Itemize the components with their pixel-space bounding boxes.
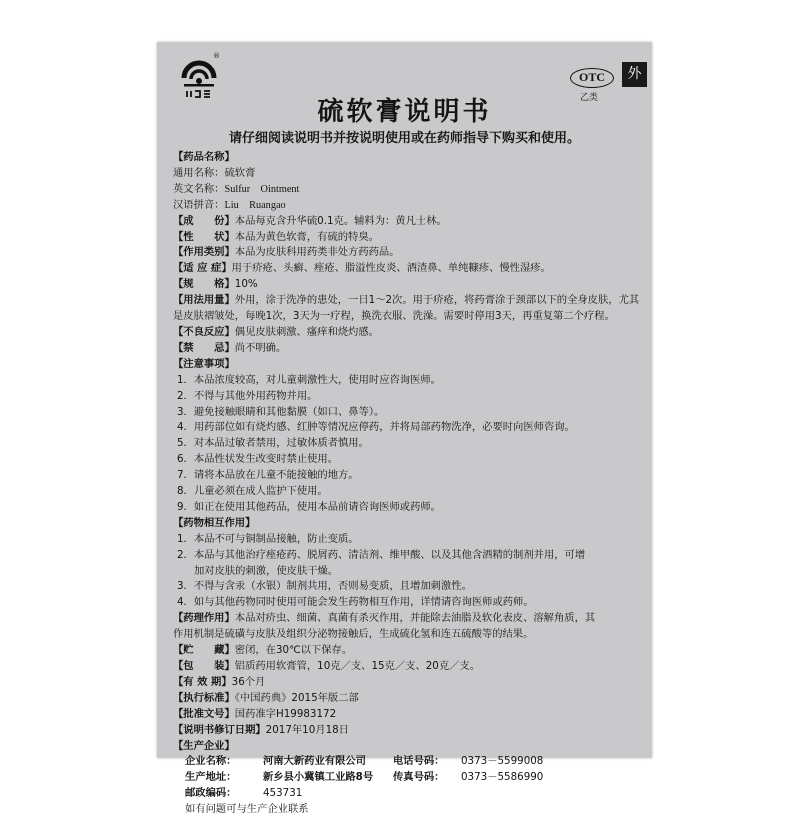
interaction-item: 4．如与其他药物同时使用可能会发生药物相互作用，详情请咨询医师或药师。	[177, 596, 534, 609]
precaution-item: 1．本品浓度较高，对儿童刺激性大，使用时应咨询医师。	[177, 373, 441, 386]
usage-label: 【用法用量】	[173, 294, 235, 307]
precaution-item: 2．不得与其他外用药物并用。	[177, 389, 318, 402]
otc-class-label: 乙类	[580, 93, 599, 103]
precaution-item: 5．对本品过敏者禁用，过敏体质者慎用。	[177, 437, 369, 450]
company-logo-icon	[179, 54, 219, 100]
storage-label: 【贮 藏】	[173, 644, 235, 657]
postcode-label: 邮政编码：	[185, 787, 237, 800]
ingredients-row	[173, 214, 643, 230]
english-name-row	[173, 182, 643, 198]
manufacturer-contact-grid	[173, 754, 643, 802]
indications-row	[173, 261, 643, 277]
category-value: 本品为皮肤科用药类非处方药药品。	[234, 246, 400, 259]
section-heading-manufacturer: 【生产企业】	[173, 739, 235, 752]
revision-row	[173, 723, 643, 739]
revision-label: 【说明书修订日期】	[173, 723, 266, 736]
fax-label: 传真号码：	[393, 771, 445, 784]
english-name-label: 英文名称：	[173, 182, 225, 195]
company-label: 企业名称：	[185, 755, 237, 768]
pharmacology-row	[173, 611, 643, 627]
section-heading-precautions: 【注意事项】	[173, 357, 235, 370]
spec-value: 10%	[234, 278, 258, 291]
pharmacology-value: 本品对疥虫、细菌、真菌有杀灭作用，并能除去油脂及软化表皮、溶解角质，其	[234, 612, 596, 625]
contraindication-label: 【禁 忌】	[173, 341, 235, 354]
generic-name-value: 硫软膏	[224, 166, 256, 179]
contraindication-value: 尚不明确。	[234, 341, 287, 354]
ingredients-value: 本品每克含升华硫0.1克。辅料为：黄凡士林。	[234, 214, 447, 227]
pinyin-value: Liu Ruangao	[224, 199, 286, 211]
usage-value: 外用，涂于洗净的患处，一日1～2次。用于疥疮，将药膏涂于颈部以下的全身皮肤，尤其是皮肤褶皱处，每晚1次，3天为一疗程，换洗衣服、洗澡。需要时停用3天，再重复第二个疗程。	[173, 294, 640, 323]
company-value: 河南大新药业有限公司	[263, 755, 366, 768]
packaging-label: 【包 装】	[173, 660, 235, 672]
spec-label: 【规 格】	[173, 278, 235, 291]
standard-row	[173, 691, 643, 707]
phone-label: 电话号码：	[393, 755, 445, 768]
english-name-value: Sulfur Ointment	[224, 183, 300, 195]
precaution-item: 7．请将本品放在儿童不能接触的地方。	[177, 469, 359, 482]
external-use-badge: 外	[622, 62, 647, 87]
precaution-item: 8．儿童必须在成人监护下使用。	[177, 485, 328, 498]
appearance-row	[173, 230, 643, 246]
precaution-item: 6．本品性状发生改变时禁止使用。	[177, 453, 339, 466]
standard-value: 《中国药典》2015年版二部	[234, 691, 359, 704]
expiry-value: 36个月	[231, 675, 266, 688]
postcode-value: 453731	[263, 787, 303, 800]
category-label: 【作用类别】	[173, 246, 235, 259]
address-value: 新乡县小冀镇工业路8号	[263, 771, 374, 784]
precaution-item: 9．如正在使用其他药品，使用本品前请咨询医师或药师。	[177, 500, 441, 513]
leaflet-sheet	[157, 42, 652, 816]
pharmacology-label: 【药理作用】	[173, 612, 235, 625]
ingredients-label: 【成 份】	[173, 214, 235, 227]
indications-value: 用于疥疮、头癣、痤疮、脂溢性皮炎、酒渣鼻、单纯糠疹、慢性湿疹。	[231, 262, 551, 275]
revision-value: 2017年10月18日	[265, 723, 349, 736]
leaflet-body	[173, 150, 643, 818]
precaution-item: 3．避免接触眼睛和其他黏膜（如口、鼻等）。	[177, 405, 385, 418]
storage-value: 密闭，在30℃以下保存。	[234, 644, 353, 657]
contraindication-row	[173, 341, 643, 357]
registered-mark: ®	[213, 52, 220, 60]
indications-label: 【适 应 症】	[173, 262, 232, 275]
expiry-row	[173, 675, 643, 691]
appearance-value: 本品为黄色软膏，有硫的特臭。	[234, 230, 379, 243]
usage-paragraph	[173, 293, 643, 325]
approval-label: 【批准文号】	[173, 707, 235, 720]
adverse-value: 偶见皮肤刺激、瘙痒和烧灼感。	[234, 325, 379, 338]
spec-row	[173, 277, 643, 293]
interaction-item: 2．本品与其他治疗痤疮药、脱屑药、清洁剂、维甲酸、以及其他含酒精的制剂并用，可增	[177, 548, 586, 561]
interaction-item: 1．本品不可与铜制品接触，防止变质。	[177, 532, 359, 545]
approval-value: 国药准字H19983172	[234, 707, 337, 720]
pharmacology-continuation: 作用机制是硫磺与皮肤及组织分泌物接触后，生成硫化氢和连五硫酸等的结果。	[173, 628, 534, 641]
pinyin-label: 汉语拼音：	[173, 198, 225, 211]
generic-name-label: 通用名称：	[173, 166, 225, 179]
document-title: 硫软膏说明书	[317, 97, 492, 127]
adverse-row	[173, 325, 643, 341]
pinyin-row	[173, 198, 643, 214]
address-label: 生产地址：	[185, 771, 237, 784]
expiry-label: 【有 效 期】	[173, 675, 232, 688]
storage-row	[173, 643, 643, 659]
otc-badge: OTC	[570, 68, 614, 88]
appearance-label: 【性 状】	[173, 230, 235, 243]
phone-value: 0373－5599008	[461, 755, 544, 768]
packaging-value: 铝质药用软膏管，10克／支、15克／支、20克／支。	[234, 660, 481, 672]
adverse-label: 【不良反应】	[173, 325, 235, 338]
contact-note: 如有问题可与生产企业联系	[185, 803, 309, 816]
interaction-item-continuation: 加对皮肤的刺激，使皮肤干燥。	[194, 564, 339, 577]
section-heading-name: 【药品名称】	[173, 151, 235, 163]
category-row	[173, 245, 643, 261]
document-subtitle: 请仔细阅读说明书并按说明使用或在药师指导下购买和使用。	[228, 131, 580, 146]
fax-value: 0373－5586990	[461, 771, 544, 784]
packaging-row	[173, 659, 643, 675]
standard-label: 【执行标准】	[173, 691, 235, 704]
interaction-item: 3．不得与含汞（水银）制剂共用，否则易变质，且增加刺激性。	[177, 580, 472, 593]
precaution-item: 4．用药部位如有烧灼感、红肿等情况应停药，并将局部药物洗净，必要时向医师咨询。	[177, 421, 575, 434]
approval-row	[173, 707, 643, 723]
generic-name-row	[173, 166, 643, 182]
section-heading-interactions: 【药物相互作用】	[173, 516, 256, 529]
